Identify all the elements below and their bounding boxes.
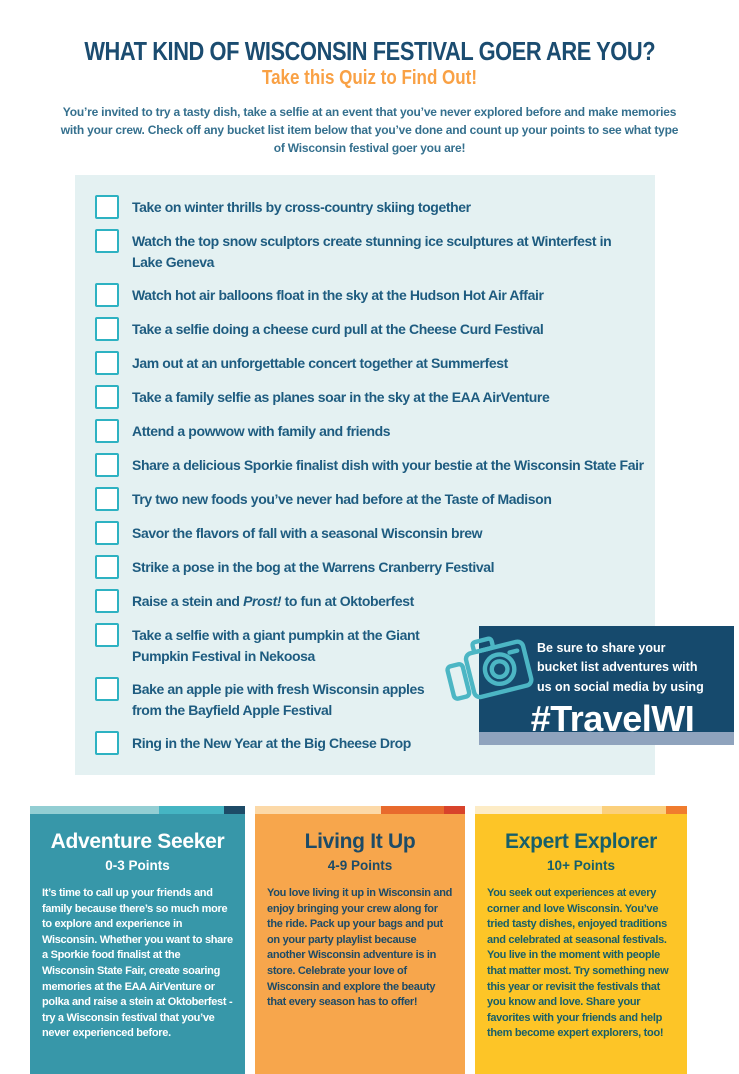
checklist-item-label: Watch the top snow sculptors create stunning ice sculptures at Winterfest in Lake Geneva: [132, 233, 612, 270]
callout-text-line: Be sure to share your: [537, 641, 666, 655]
checklist-item: [95, 385, 655, 409]
checklist-item-label: Share a delicious Sporkie finalist dish with your bestie at the Wisconsin State Fair: [132, 457, 644, 473]
checklist-checkbox[interactable]: [95, 195, 119, 219]
card-title: Expert Explorer: [505, 830, 657, 853]
checklist-item: [95, 487, 655, 511]
page-subtitle: Take this Quiz to Find Out!: [261, 67, 477, 89]
checklist-item-label: Bake an apple pie with fresh Wisconsin apples from the Bayfield Apple Festival: [132, 681, 425, 718]
card-description: You love living it up in Wisconsin and enjoy bringing your crew along for the ride. Pack up your bags and put on your party playlist because another Wisconsin adventure is in store. Celebrate your love of Wisconsin and explore the beauty that every season has to offer!: [267, 887, 453, 1009]
checklist-item-label: Jam out at an unforgettable concert together at Summerfest: [132, 355, 508, 371]
checklist-checkbox[interactable]: [95, 229, 119, 253]
checklist-item: [95, 351, 655, 375]
checklist-item-label: Take a family selfie as planes soar in the sky at the EAA AirVenture: [132, 389, 550, 405]
card-title: Living It Up: [304, 830, 416, 853]
result-card-expert-explorer: [475, 806, 687, 1074]
checklist-checkbox[interactable]: [95, 351, 119, 375]
checklist-item-label: Raise a stein and Prost! to fun at Oktoberfest: [132, 593, 414, 609]
checklist-checkbox[interactable]: [95, 487, 119, 511]
checklist-item-label: Attend a powwow with family and friends: [132, 423, 391, 439]
hashtag-travelwi: #TravelWI: [530, 698, 695, 740]
checklist-item: [95, 521, 655, 545]
checklist-item: [95, 283, 655, 307]
checklist-item-label: Take a selfie doing a cheese curd pull at the Cheese Curd Festival: [132, 321, 544, 337]
checklist-item: [95, 419, 655, 443]
checklist-item-label: Ring in the New Year at the Big Cheese Drop: [132, 735, 411, 751]
checklist-checkbox[interactable]: [95, 731, 119, 755]
checklist-item: [95, 589, 655, 613]
card-accent-strip: [30, 806, 245, 814]
checklist-checkbox[interactable]: [95, 419, 119, 443]
checklist-item-label: Take on winter thrills by cross-country skiing together: [132, 199, 471, 215]
checklist-checkbox[interactable]: [95, 521, 119, 545]
checklist-item: [95, 555, 655, 579]
checklist-checkbox[interactable]: [95, 677, 119, 701]
page-title: WHAT KIND OF WISCONSIN FESTIVAL GOER ARE YOU?: [84, 36, 655, 66]
checklist-checkbox[interactable]: [95, 589, 119, 613]
card-description: You seek out experiences at every corner and love Wisconsin. You’ve tried tasty dishes, enjoyed traditions and celebrated at seasonal festivals. You live in the moment with people that matter most. Try something new this year or revisit the festivals that you know and love. Share your favorites with your friends and help them become expert explorers, too!: [487, 887, 669, 1040]
checklist-item: [95, 229, 655, 273]
checklist-item-label: Strike a pose in the bog at the Warrens Cranberry Festival: [132, 559, 495, 575]
checklist-checkbox[interactable]: [95, 283, 119, 307]
checklist-item: [95, 453, 655, 477]
checklist-checkbox[interactable]: [95, 317, 119, 341]
card-points-range: 10+ Points: [547, 858, 615, 873]
card-accent-strip: [475, 806, 687, 814]
result-card-living-it-up: [255, 806, 465, 1074]
checklist-item: [95, 195, 655, 219]
checklist-checkbox[interactable]: [95, 385, 119, 409]
callout-text-line: bucket list adventures with: [537, 660, 698, 675]
intro-paragraph: You’re invited to try a tasty dish, take a selfie at an event that you’ve never explored before and make memories with your crew. Check off any bucket list item below that you’ve done and count up your points to see what type of Wisconsin festival goer you are!: [60, 105, 679, 155]
checklist-item-label: Savor the flavors of fall with a seasonal Wisconsin brew: [132, 525, 483, 541]
result-card-adventure-seeker: [30, 806, 245, 1074]
checklist-checkbox[interactable]: [95, 623, 119, 647]
card-accent-strip: [255, 806, 465, 814]
checklist-item-label: Try two new foods you’ve never had before at the Taste of Madison: [132, 491, 552, 507]
checklist-checkbox[interactable]: [95, 555, 119, 579]
callout-text-line: us on social media by using: [537, 679, 704, 694]
checklist-item-label: Take a selfie with a giant pumpkin at the Giant Pumpkin Festival in Nekoosa: [132, 627, 420, 664]
checklist-checkbox[interactable]: [95, 453, 119, 477]
card-title: Adventure Seeker: [50, 830, 225, 853]
card-points-range: 4-9 Points: [327, 858, 393, 873]
card-body: [475, 814, 687, 1074]
card-body: [255, 814, 465, 1074]
card-points-range: 0-3 Points: [105, 858, 170, 873]
card-body: [30, 814, 245, 1074]
card-description: It’s time to call up your friends and family because there’s so much more to explore and experience in Wisconsin. Whether you want to share a Sporkie food finalist at the Wisconsin State Fair, create soaring memories at the EAA AirVenture or polka and raise a stein at Oktoberfest - try a Wisconsin festival that you’ve never experienced before.: [42, 887, 233, 1040]
checklist-item: [95, 317, 655, 341]
checklist-item-label: Watch hot air balloons float in the sky at the Hudson Hot Air Affair: [132, 287, 544, 303]
